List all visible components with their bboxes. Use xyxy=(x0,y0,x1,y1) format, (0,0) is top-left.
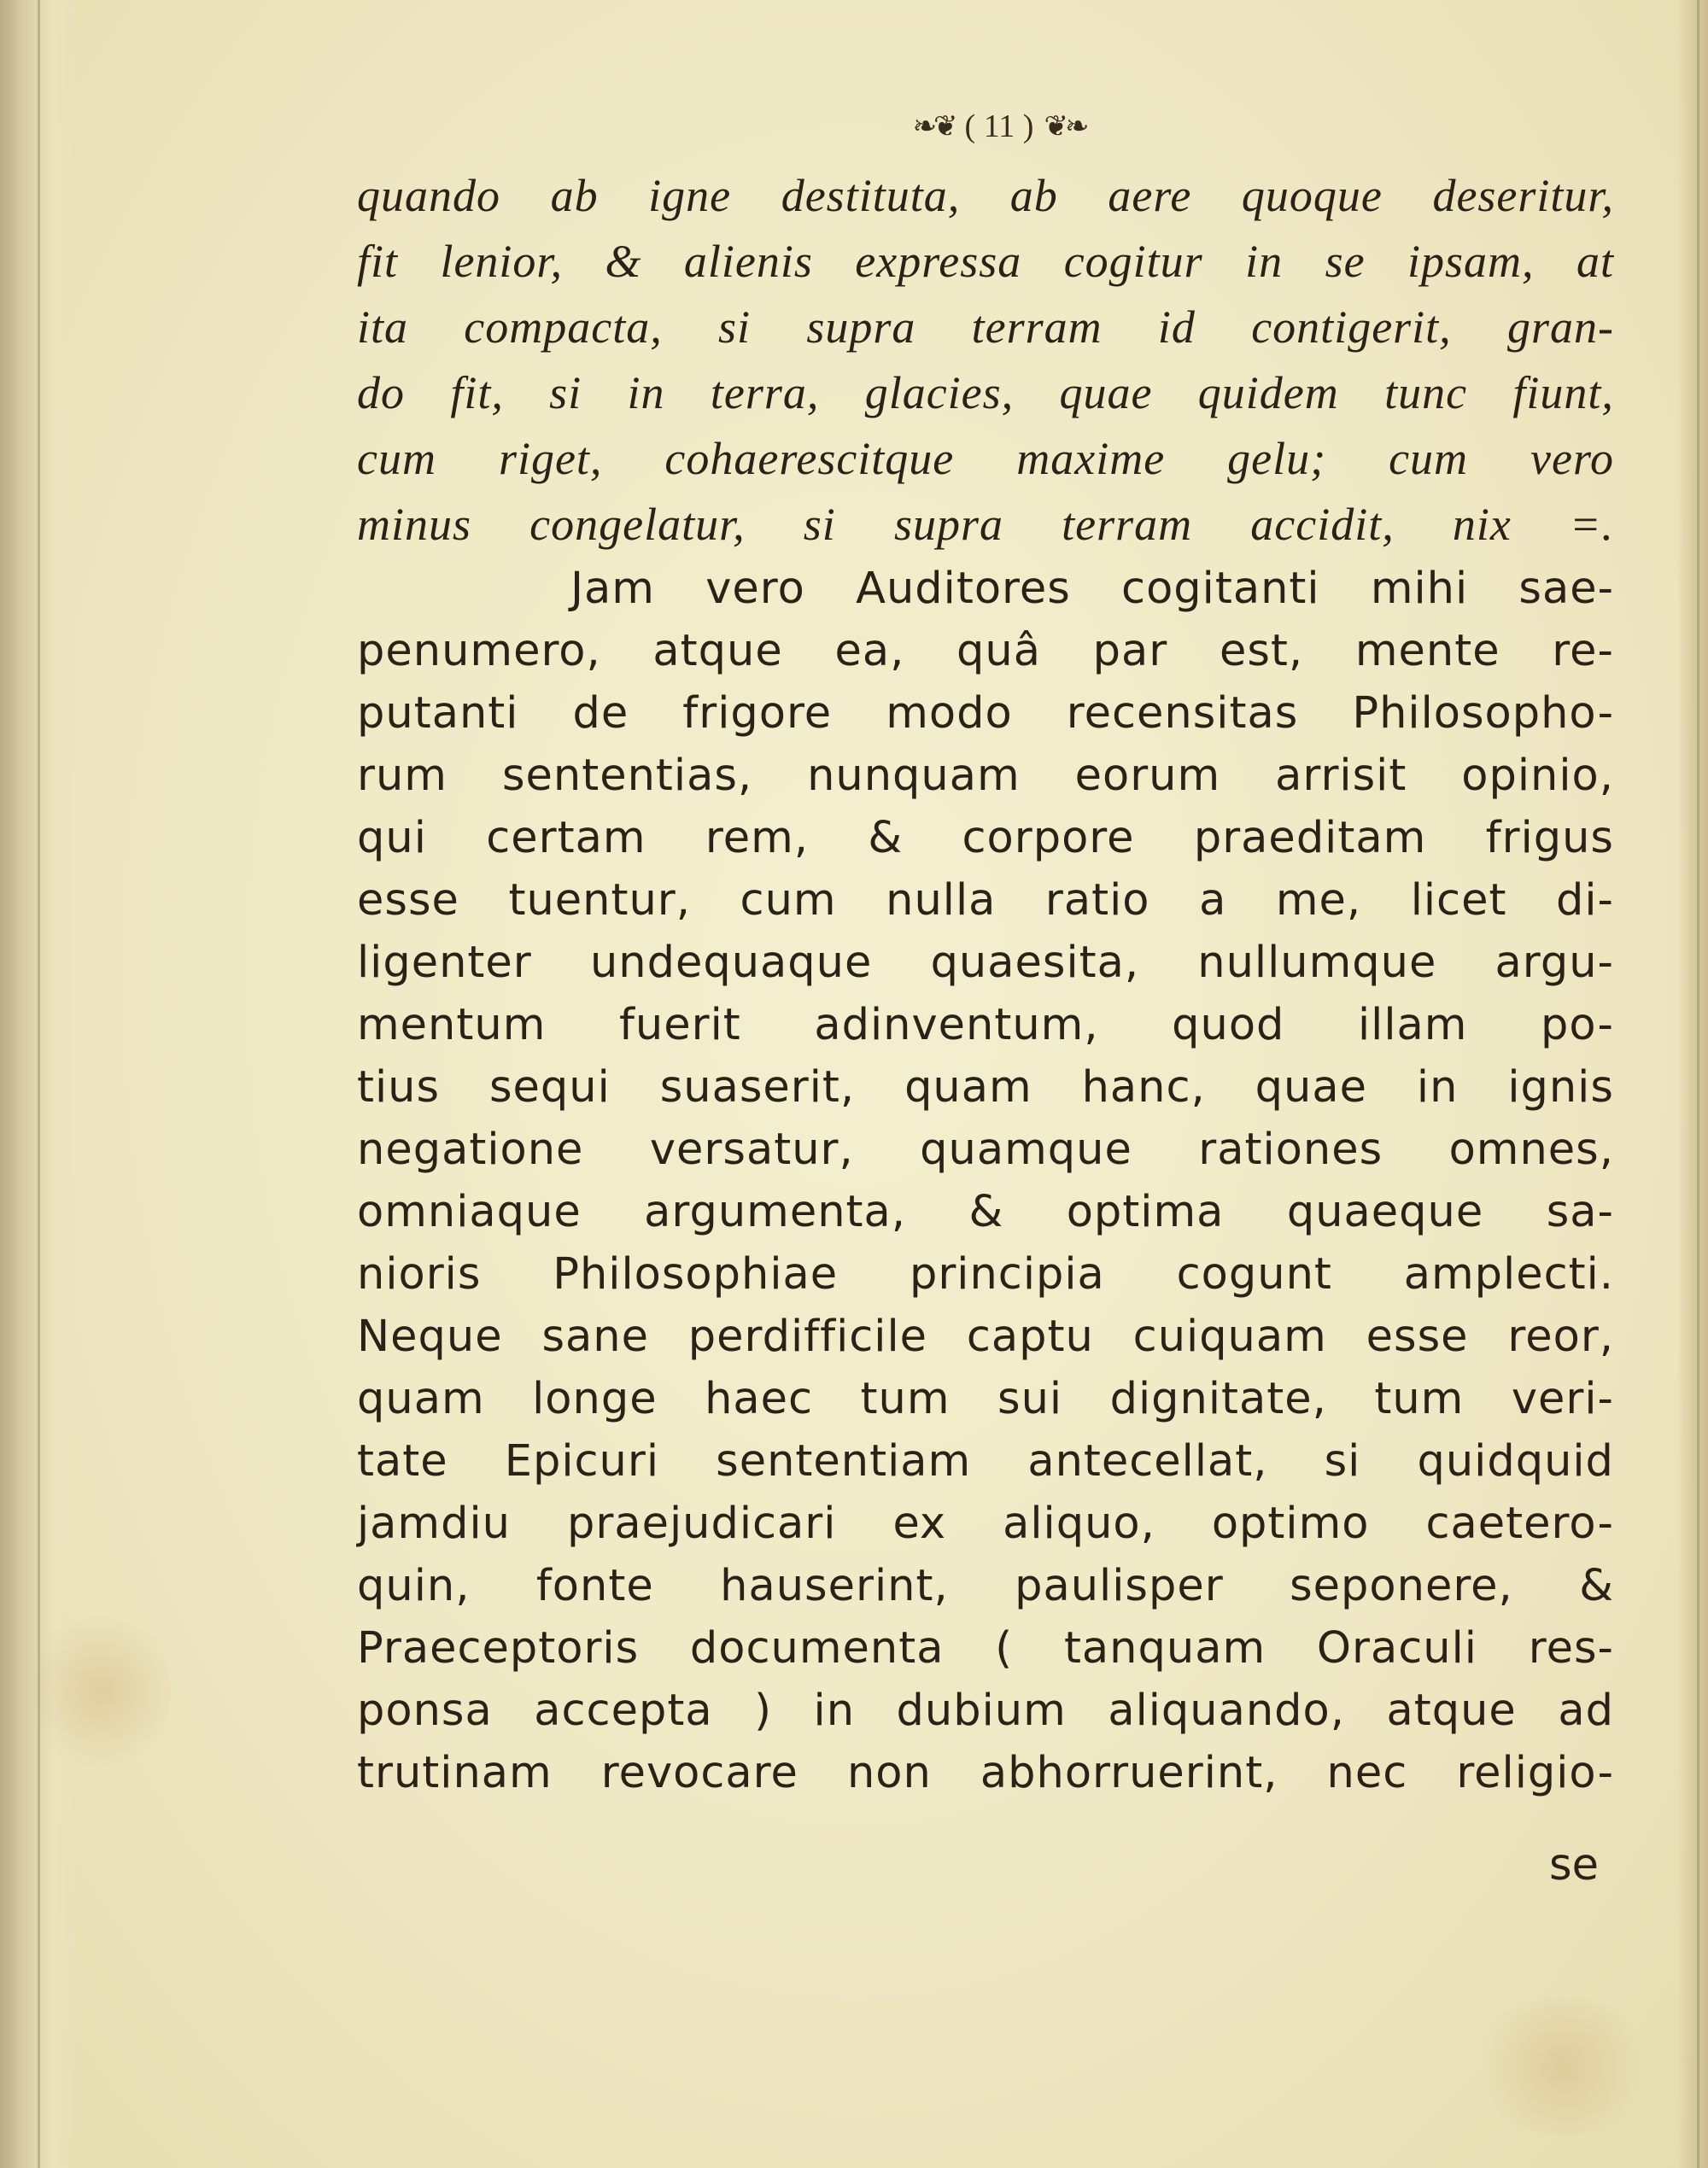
word: & xyxy=(868,813,904,863)
paper-stain xyxy=(1469,1998,1657,2135)
word: argu- xyxy=(1494,938,1614,988)
word: de xyxy=(572,688,629,739)
word: corpore xyxy=(962,813,1135,863)
word: Jam xyxy=(570,564,655,614)
text-line xyxy=(357,1374,1614,1436)
catchword: se xyxy=(1549,1840,1599,1890)
word: terram xyxy=(971,301,1103,353)
word: quaeque xyxy=(1286,1187,1484,1237)
word: ab xyxy=(1009,170,1058,221)
word: optima xyxy=(1066,1187,1225,1237)
word: certam xyxy=(486,813,646,863)
word: sane xyxy=(541,1312,649,1362)
word: minus xyxy=(357,499,472,550)
word: tate xyxy=(357,1436,448,1487)
word: sententias, xyxy=(501,751,753,801)
word: suaserit, xyxy=(659,1062,856,1113)
word: ex xyxy=(892,1499,947,1549)
word: argumenta, xyxy=(644,1187,907,1237)
word: Oraculi xyxy=(1316,1623,1477,1674)
word: aere xyxy=(1108,170,1192,221)
word: religio- xyxy=(1456,1748,1614,1798)
word: =. xyxy=(1569,499,1614,550)
word: ligenter xyxy=(357,938,532,988)
word: in xyxy=(627,367,665,418)
page-edge-line xyxy=(1697,0,1699,2168)
word: supra xyxy=(893,499,1003,550)
text-line xyxy=(357,813,1614,875)
word: nix xyxy=(1452,499,1512,550)
word: quod xyxy=(1172,1000,1285,1050)
word: cogitur xyxy=(1063,236,1203,287)
text-line xyxy=(357,1436,1614,1499)
word: nullumque xyxy=(1197,938,1437,988)
word: arrisit xyxy=(1275,751,1407,801)
word: est, xyxy=(1219,626,1304,676)
word: quam xyxy=(904,1062,1032,1113)
text-line xyxy=(357,938,1614,1000)
text-line xyxy=(357,751,1614,813)
word: re- xyxy=(1552,626,1614,676)
word: in xyxy=(1245,236,1284,287)
word: longe xyxy=(532,1374,658,1424)
page-number: ( 11 ) xyxy=(964,108,1034,144)
word: di- xyxy=(1556,875,1614,926)
word: & xyxy=(968,1187,1004,1237)
word: versatur, xyxy=(649,1125,854,1175)
word: revocare xyxy=(600,1748,798,1798)
word: in xyxy=(813,1686,856,1736)
word: fuerit xyxy=(618,1000,741,1050)
word: rationes xyxy=(1198,1125,1383,1175)
text-line xyxy=(357,169,1614,235)
word: alienis xyxy=(683,236,813,287)
word: atque xyxy=(652,626,783,676)
word: atque xyxy=(1386,1686,1517,1736)
word: recensitas xyxy=(1066,688,1299,739)
word: praejudicari xyxy=(566,1499,837,1549)
ornament-right-icon: ❦❧ xyxy=(1044,111,1086,143)
word: id xyxy=(1157,301,1196,353)
word: documenta xyxy=(689,1623,945,1674)
word: sententiam xyxy=(716,1436,972,1487)
word: cum xyxy=(740,875,837,926)
body-text xyxy=(357,169,1614,1810)
text-line xyxy=(357,366,1614,432)
word: tum xyxy=(860,1374,951,1424)
word: amplecti. xyxy=(1403,1249,1614,1300)
word: at xyxy=(1576,236,1614,287)
word: ignis xyxy=(1507,1062,1614,1113)
word: quamque xyxy=(920,1125,1132,1175)
word: tius xyxy=(357,1062,441,1113)
word: quoque xyxy=(1241,170,1383,221)
word: si xyxy=(718,301,752,353)
text-line xyxy=(357,235,1614,301)
word: optimo xyxy=(1211,1499,1370,1549)
word: qui xyxy=(357,813,427,863)
word: vero xyxy=(1530,433,1614,484)
word: do xyxy=(357,367,405,418)
page-header xyxy=(854,101,1144,152)
word: se xyxy=(1325,236,1366,287)
text-line xyxy=(357,432,1614,498)
word: nioris xyxy=(357,1249,482,1300)
word: caetero- xyxy=(1425,1499,1614,1549)
word: glacies, xyxy=(864,367,1015,418)
word: po- xyxy=(1541,1000,1614,1050)
word: res- xyxy=(1528,1623,1614,1674)
word: ab xyxy=(550,170,599,221)
word: cum xyxy=(1389,433,1469,484)
word: deseritur, xyxy=(1432,170,1614,221)
text-line xyxy=(357,1312,1614,1374)
word: perdifficile xyxy=(687,1312,927,1362)
text-line xyxy=(357,1187,1614,1249)
text-line xyxy=(357,688,1614,751)
text-line xyxy=(357,875,1614,938)
word: esse xyxy=(357,875,459,926)
word: principia xyxy=(909,1249,1105,1300)
word: veri- xyxy=(1511,1374,1614,1424)
word: antecellat, xyxy=(1027,1436,1268,1487)
word: abhorruerint, xyxy=(980,1748,1278,1798)
word: ( xyxy=(995,1623,1014,1674)
word: quae xyxy=(1059,367,1153,418)
text-line xyxy=(357,1000,1614,1062)
word: in xyxy=(1416,1062,1459,1113)
word: par xyxy=(1092,626,1168,676)
word: mente xyxy=(1354,626,1500,676)
word: quin, xyxy=(357,1561,471,1611)
word: nunquam xyxy=(807,751,1021,801)
binding-line xyxy=(38,0,40,2168)
word: illam xyxy=(1358,1000,1468,1050)
ornament-left-icon: ❧❦ xyxy=(912,111,955,143)
word: eorum xyxy=(1074,751,1221,801)
word: destituta, xyxy=(781,170,961,221)
word: ) xyxy=(754,1686,773,1736)
word: accepta xyxy=(534,1686,713,1736)
word: opinio, xyxy=(1461,751,1614,801)
word: & xyxy=(605,236,642,287)
word: negatione xyxy=(357,1125,584,1175)
word: gelu; xyxy=(1227,433,1327,484)
word: aliquo, xyxy=(1003,1499,1155,1549)
word: undequaque xyxy=(589,938,873,988)
word: ad xyxy=(1558,1686,1614,1736)
word: licet xyxy=(1410,875,1507,926)
word: reor, xyxy=(1507,1312,1614,1362)
word: mentum xyxy=(357,1000,547,1050)
word: aliquando, xyxy=(1108,1686,1345,1736)
word: ipsam, xyxy=(1407,236,1535,287)
word: hauserint, xyxy=(720,1561,949,1611)
word: cogunt xyxy=(1176,1249,1332,1300)
word: seponere, xyxy=(1290,1561,1513,1611)
word: expressa xyxy=(855,236,1022,287)
word: cohaerescitque xyxy=(664,433,955,484)
word: esse xyxy=(1366,1312,1469,1362)
word: supra xyxy=(806,301,916,353)
word: riget, xyxy=(498,433,603,484)
word: lenior, xyxy=(440,236,563,287)
word: si xyxy=(803,499,836,550)
word: compacta, xyxy=(464,301,663,353)
text-line xyxy=(357,1748,1614,1810)
text-line xyxy=(357,626,1614,688)
word: tanquam xyxy=(1063,1623,1266,1674)
word: dignitate, xyxy=(1109,1374,1327,1424)
word: hanc, xyxy=(1081,1062,1206,1113)
word: quidem xyxy=(1197,367,1339,418)
word: Auditores xyxy=(856,564,1071,614)
word: accidit, xyxy=(1250,499,1395,550)
text-line xyxy=(357,1062,1614,1125)
word: ita xyxy=(357,301,409,353)
word: quâ xyxy=(956,626,1041,676)
text-line xyxy=(357,498,1614,564)
word: si xyxy=(549,367,582,418)
text-line xyxy=(357,301,1614,366)
word: frigus xyxy=(1485,813,1614,863)
word: omniaque xyxy=(357,1187,582,1237)
word: si xyxy=(1324,1436,1361,1487)
word: sae- xyxy=(1518,564,1614,614)
text-line xyxy=(357,1125,1614,1187)
word: sui xyxy=(997,1374,1063,1424)
word: fit xyxy=(357,236,399,287)
word: contigerit, xyxy=(1251,301,1452,353)
word: Epicuri xyxy=(504,1436,660,1487)
word: nec xyxy=(1326,1748,1408,1798)
word: trutinam xyxy=(357,1748,553,1798)
word: maxime xyxy=(1016,433,1166,484)
word: ea, xyxy=(834,626,905,676)
word: fonte xyxy=(535,1561,654,1611)
word: terra, xyxy=(710,367,820,418)
word: gran- xyxy=(1506,301,1614,353)
word: Philosophiae xyxy=(553,1249,839,1300)
word: fiunt, xyxy=(1512,367,1614,418)
word: non xyxy=(846,1748,932,1798)
word: jamdiu xyxy=(357,1499,511,1549)
word: praeditam xyxy=(1193,813,1427,863)
word: Philosopho- xyxy=(1352,688,1614,739)
word: adinventum, xyxy=(814,1000,1099,1050)
word: ponsa xyxy=(357,1686,493,1736)
word: putanti xyxy=(357,688,519,739)
word: igne xyxy=(648,170,732,221)
text-line xyxy=(357,564,1614,626)
word: captu xyxy=(966,1312,1094,1362)
text-line xyxy=(357,1561,1614,1623)
word: rem, xyxy=(705,813,810,863)
word: quam xyxy=(357,1374,485,1424)
word: tuentur, xyxy=(508,875,691,926)
page-edge xyxy=(1677,0,1708,2168)
word: modo xyxy=(886,688,1013,739)
word: tunc xyxy=(1384,367,1468,418)
word: vero xyxy=(705,564,805,614)
word: penumero, xyxy=(357,626,601,676)
word: tum xyxy=(1374,1374,1465,1424)
word: nulla xyxy=(886,875,997,926)
word: rum xyxy=(357,751,447,801)
word: terram xyxy=(1062,499,1193,550)
word: quae xyxy=(1255,1062,1367,1113)
word: congelatur, xyxy=(529,499,746,550)
word: me, xyxy=(1275,875,1362,926)
text-line xyxy=(357,1686,1614,1748)
word: dubium xyxy=(896,1686,1067,1736)
word: cum xyxy=(357,433,436,484)
word: omnes, xyxy=(1448,1125,1614,1175)
text-line xyxy=(357,1499,1614,1561)
word: quaesita, xyxy=(930,938,1140,988)
word: a xyxy=(1199,875,1227,926)
word: Neque xyxy=(357,1312,503,1362)
word: haec xyxy=(705,1374,814,1424)
text-line xyxy=(357,1249,1614,1312)
word: frigore xyxy=(682,688,833,739)
word: ratio xyxy=(1044,875,1150,926)
word: cuiquam xyxy=(1132,1312,1327,1362)
word: sequi xyxy=(488,1062,611,1113)
word: cogitanti xyxy=(1121,564,1320,614)
word: Praeceptoris xyxy=(357,1623,640,1674)
word: & xyxy=(1579,1561,1614,1611)
word: fit, xyxy=(450,367,504,418)
word: quidquid xyxy=(1417,1436,1614,1487)
paper-stain xyxy=(34,1605,171,1776)
word: mihi xyxy=(1370,564,1469,614)
word: sa- xyxy=(1546,1187,1614,1237)
word: quando xyxy=(357,170,500,221)
text-line xyxy=(357,1623,1614,1686)
word: paulisper xyxy=(1015,1561,1224,1611)
